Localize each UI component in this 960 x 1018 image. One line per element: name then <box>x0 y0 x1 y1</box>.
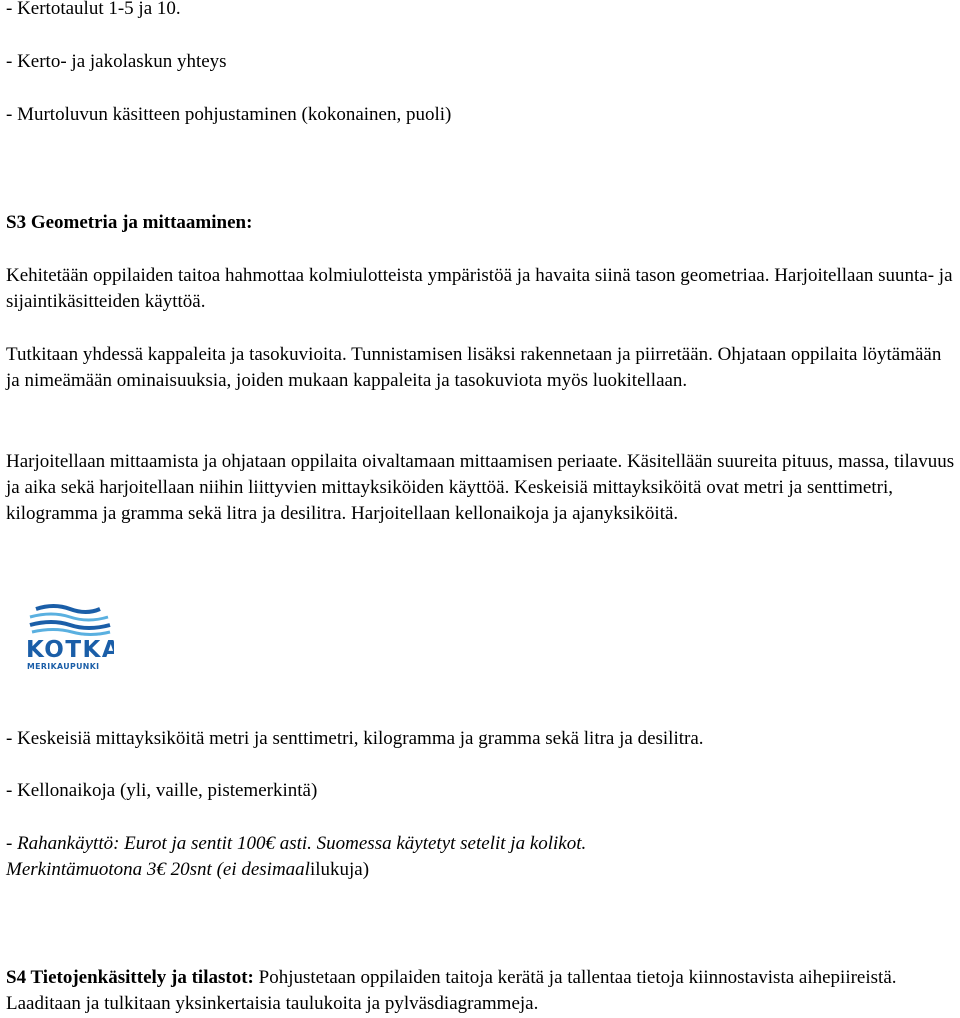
s4-text: Pohjustetaan oppilaiden taitoja kerätä ja tallentaa tietoja kiinnostavista aihepiireistä. Laaditaan ja tulkitaan yksinkertaisia taulukoita ja pylväsdiagrammeja. <box>6 967 897 1014</box>
list-item-multiplication-tables: - Kertotaulut 1-5 ja 10. <box>6 0 181 19</box>
logo-wave-4 <box>32 630 110 635</box>
list-item-fractions: - Murtoluvun käsitteen pohjustaminen (kokonainen, puoli) <box>6 104 452 125</box>
list-item-money: - Rahankäyttö: Eurot ja sentit 100€ asti. Suomessa käytetyt setelit ja kolikot. <box>6 833 587 854</box>
logo-subtext: MERIKAUPUNKI <box>27 662 100 671</box>
logo-wordmark: KOTKA <box>26 637 114 663</box>
list-item-clock-times: - Kellonaikoja (yli, vaille, pistemerkintä) <box>6 780 318 801</box>
s4-heading: S4 Tietojenkäsittely ja tilastot: <box>6 967 254 988</box>
logo-wave-2 <box>30 614 108 620</box>
logo-wave-3 <box>30 622 110 628</box>
s3-paragraph-1: Kehitetään oppilaiden taitoa hahmottaa kolmiulotteista ympäristöä ja havaita siinä tason geometriaa. Harjoitellaan suunta- ja sijaintikäsitteiden käyttöä. <box>6 265 953 312</box>
money-notation-rest: ilukuja) <box>309 859 370 880</box>
s3-paragraph-2: Tutkitaan yhdessä kappaleita ja tasokuvioita. Tunnistamisen lisäksi rakennetaan ja piirretään. Ohjataan oppilaita löytämään ja nimeämään ominaisuuksia, joiden mukaan kappaleita ja tasokuviota myös luokitellaan. <box>6 344 942 391</box>
s4-paragraph <box>6 965 958 1017</box>
kotka-waves-icon <box>22 603 114 673</box>
list-item-units: - Keskeisiä mittayksiköitä metri ja senttimetri, kilogramma ja gramma sekä litra ja desilitra. <box>6 728 704 749</box>
logo-wave-1 <box>36 606 100 612</box>
list-item-money-notation <box>6 857 369 883</box>
money-notation-italic: Merkintämuotona 3€ 20snt (ei desimaal <box>6 859 310 880</box>
list-item-multiplication-division: - Kerto- ja jakolaskun yhteys <box>6 51 227 72</box>
s3-paragraph-3: Harjoitellaan mittaamista ja ohjataan oppilaita oivaltamaan mittaamisen periaate. Käsitellään suureita pituus, massa, tilavuus ja aika sekä harjoitellaan niihin liittyvien mittayksiköiden käyttöä. Keskeisiä mittayksiköitä ovat metri ja senttimetri, kilogramma ja gramma sekä litra ja desilitra. Harjoitellaan kellonaikoja ja ajanyksiköitä. <box>6 451 955 524</box>
s3-heading: S3 Geometria ja mittaaminen: <box>6 212 253 233</box>
kotka-logo <box>22 603 114 673</box>
